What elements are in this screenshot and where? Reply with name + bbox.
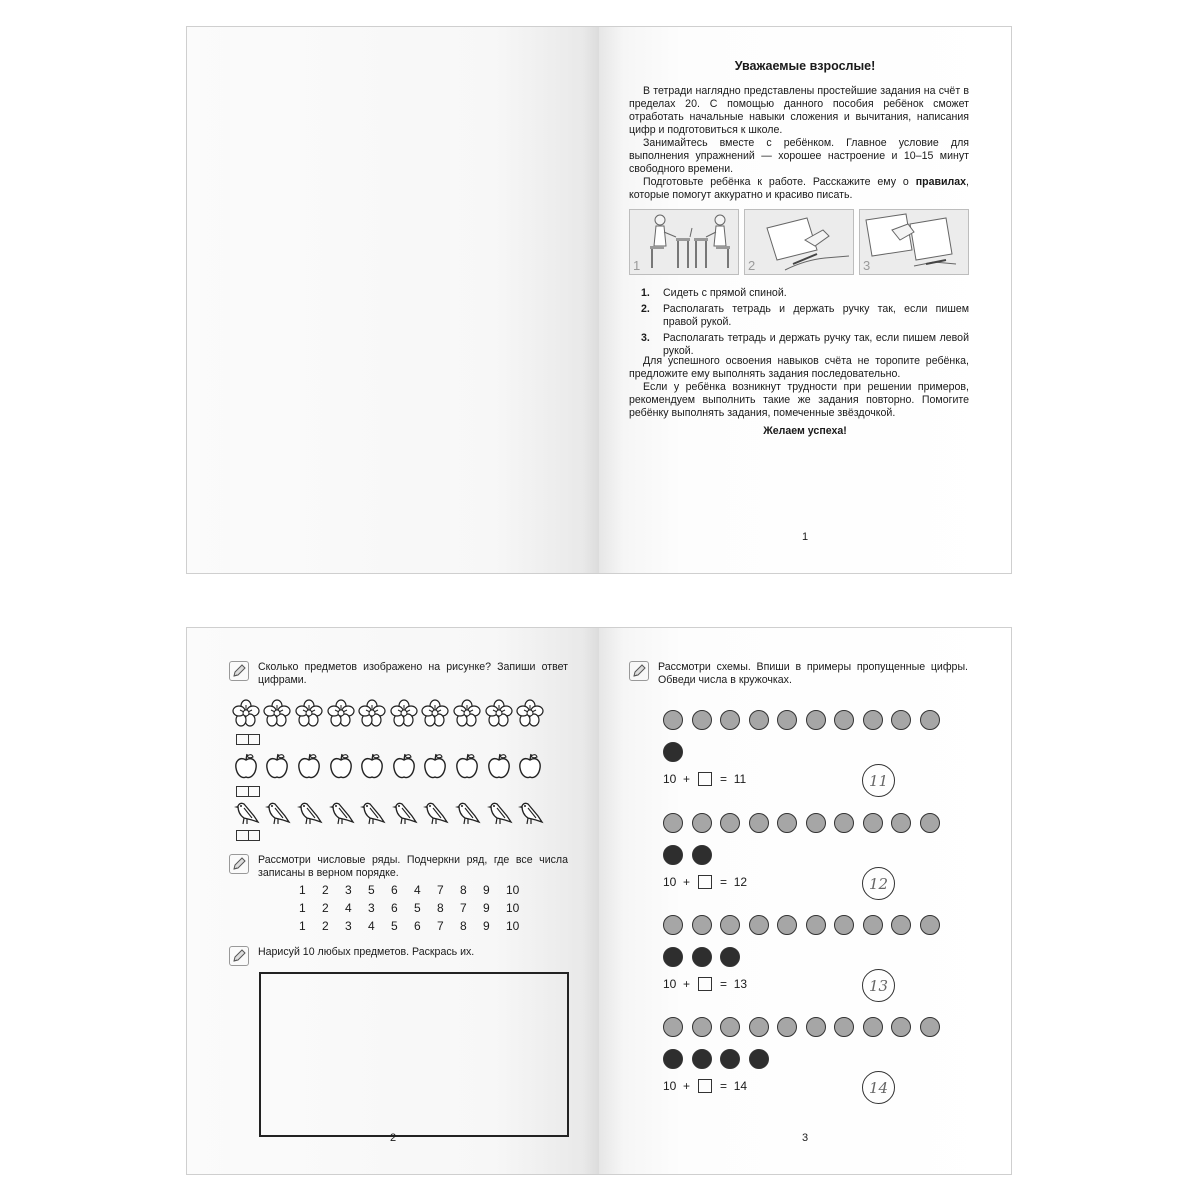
sequence-number: 7 xyxy=(460,901,467,915)
sequence-number: 9 xyxy=(483,901,490,915)
apple-icon xyxy=(389,751,419,781)
circled-number[interactable]: 14 xyxy=(862,1071,895,1104)
grey-dot xyxy=(749,915,769,935)
apple-icon xyxy=(231,751,261,781)
bird-icon xyxy=(484,797,514,827)
flower-icon xyxy=(452,698,482,728)
circled-number[interactable]: 13 xyxy=(862,969,895,1002)
black-dots-row xyxy=(663,1049,769,1069)
sequence-number: 4 xyxy=(345,901,352,915)
black-dot xyxy=(692,947,712,967)
sequence-number: 8 xyxy=(460,883,467,897)
grey-dot xyxy=(692,813,712,833)
text-run: , которые помогут аккуратно и красиво писать. xyxy=(629,176,969,201)
bird-row xyxy=(231,797,545,827)
sum: 13 xyxy=(733,977,748,991)
sequence-number: 5 xyxy=(391,919,398,933)
pencil-icon xyxy=(229,946,249,966)
blank-page xyxy=(187,27,599,573)
apple-icon xyxy=(452,751,482,781)
equation xyxy=(663,875,747,889)
picture-sitting xyxy=(629,209,739,275)
posture-pictures xyxy=(629,209,969,277)
task-text: Нарисуй 10 любых предметов. Раскрась их. xyxy=(258,946,475,958)
black-dot xyxy=(749,1049,769,1069)
sequence-number: 8 xyxy=(460,919,467,933)
rule-number: 1. xyxy=(641,287,650,299)
black-dot xyxy=(663,1049,683,1069)
grey-dot xyxy=(920,710,940,730)
right-hand-writing-illustration xyxy=(745,210,853,274)
left-hand-writing-illustration xyxy=(860,210,968,274)
rule-text: Сидеть с прямой спиной. xyxy=(663,287,787,299)
task-text: Сколько предметов изображено на рисунке? Запиши ответ цифрами. xyxy=(258,661,568,686)
grey-dot xyxy=(777,813,797,833)
apple-icon xyxy=(263,751,293,781)
equation xyxy=(663,977,747,991)
equals-sign: = xyxy=(720,1079,728,1093)
grey-dot xyxy=(863,915,883,935)
sequence-number: 4 xyxy=(414,883,421,897)
picture-number: 1 xyxy=(633,258,641,273)
flower-icon xyxy=(294,698,324,728)
grey-dot xyxy=(720,813,740,833)
rules-list xyxy=(641,287,969,361)
picture-right-hand xyxy=(744,209,854,275)
page-2 xyxy=(187,628,599,1174)
rule-number: 2. xyxy=(641,303,650,315)
grey-dot xyxy=(920,915,940,935)
sequence-number: 10 xyxy=(506,883,520,897)
black-dot xyxy=(663,845,683,865)
pencil-icon xyxy=(629,661,649,681)
grey-dot xyxy=(834,710,854,730)
bold-text: правилах xyxy=(915,176,967,188)
pencil-icon xyxy=(229,854,249,874)
paragraph: В тетради наглядно представлены простейшие задания на счёт в пределах 20. С помощью данного пособия ребёнок сможет отработать начальные навыки сложения и вычитания, написания цифр и подготовиться к школе. xyxy=(629,85,969,136)
paragraph: Занимайтесь вместе с ребёнком. Главное условие для выполнения упражнений — хорошее настроение и 10–15 минут свободного времени. xyxy=(629,137,969,175)
picture-left-hand xyxy=(859,209,969,275)
sum: 12 xyxy=(733,875,748,889)
flower-icon xyxy=(515,698,545,728)
answer-box[interactable] xyxy=(236,830,260,841)
grey-dot xyxy=(777,710,797,730)
grey-dots-row xyxy=(663,915,940,935)
grey-dot xyxy=(692,915,712,935)
grey-dot xyxy=(749,1017,769,1037)
sequence-number: 10 xyxy=(506,901,520,915)
grey-dot xyxy=(806,1017,826,1037)
apple-icon xyxy=(421,751,451,781)
black-dots-row xyxy=(663,742,683,762)
bird-icon xyxy=(421,797,451,827)
grey-dot xyxy=(663,813,683,833)
apple-row xyxy=(231,751,545,781)
black-dot xyxy=(692,845,712,865)
rule-number: 3. xyxy=(641,332,650,344)
grey-dot xyxy=(863,1017,883,1037)
grey-dot xyxy=(777,1017,797,1037)
sequence-number: 2 xyxy=(322,883,329,897)
grey-dot xyxy=(891,915,911,935)
sequence-number: 1 xyxy=(299,919,306,933)
circled-number[interactable]: 12 xyxy=(862,867,895,900)
addend: 10 xyxy=(663,1079,677,1093)
grey-dot xyxy=(720,1017,740,1037)
grey-dot xyxy=(920,1017,940,1037)
black-dot xyxy=(663,742,683,762)
number-sequence[interactable] xyxy=(299,901,529,919)
sequence-number: 6 xyxy=(391,883,398,897)
rule-text: Располагать тетрадь и держать ручку так, если пишем левой рукой. xyxy=(663,332,969,357)
grey-dot xyxy=(720,710,740,730)
grey-dots-row xyxy=(663,1017,940,1037)
intro-text xyxy=(629,85,969,202)
sequence-number: 9 xyxy=(483,919,490,933)
grey-dot xyxy=(834,915,854,935)
grey-dot xyxy=(806,915,826,935)
addend: 10 xyxy=(663,772,677,786)
addend: 10 xyxy=(663,977,677,991)
sequence-number: 5 xyxy=(368,883,375,897)
black-dots-row xyxy=(663,947,740,967)
bird-icon xyxy=(231,797,261,827)
sequence-number: 10 xyxy=(506,919,520,933)
apple-icon xyxy=(484,751,514,781)
task-number-rows xyxy=(229,854,568,880)
bird-icon xyxy=(357,797,387,827)
grey-dot xyxy=(663,1017,683,1037)
black-dot xyxy=(692,1049,712,1069)
picture-number: 2 xyxy=(748,258,756,273)
list-item xyxy=(641,303,969,329)
equals-sign: = xyxy=(720,875,728,889)
task-draw xyxy=(229,946,568,966)
flower-icon xyxy=(484,698,514,728)
sequence-number: 2 xyxy=(322,901,329,915)
sequence-number: 3 xyxy=(345,919,352,933)
answer-box[interactable] xyxy=(236,786,260,797)
grey-dot xyxy=(663,710,683,730)
apple-icon xyxy=(326,751,356,781)
grey-dot xyxy=(720,915,740,935)
grey-dot xyxy=(863,813,883,833)
sitting-children-illustration xyxy=(630,210,738,274)
page-number: 1 xyxy=(801,531,809,543)
page-number: 2 xyxy=(389,1132,397,1144)
list-item xyxy=(641,287,969,300)
number-sequence[interactable] xyxy=(299,919,529,937)
grey-dot xyxy=(834,1017,854,1037)
flower-icon xyxy=(357,698,387,728)
black-dot xyxy=(720,947,740,967)
grey-dots-row xyxy=(663,813,940,833)
black-dot xyxy=(663,947,683,967)
paragraph: Если у ребёнка возникнут трудности при решении примеров, рекомендуем выполнить такие же задания повторно. Помогите ребёнку выполнять задания, помеченные звёздочкой. xyxy=(629,381,969,419)
paragraph: Для успешного освоения навыков счёта не торопите ребёнка, предложите ему выполнять задания последовательно. xyxy=(629,355,969,380)
grey-dot xyxy=(663,915,683,935)
grey-dot xyxy=(891,710,911,730)
sequence-number: 7 xyxy=(437,883,444,897)
apple-icon xyxy=(294,751,324,781)
black-dots-row xyxy=(663,845,712,865)
bird-icon xyxy=(326,797,356,827)
equals-sign: = xyxy=(720,977,728,991)
rule-text: Располагать тетрадь и держать ручку так, если пишем правой рукой. xyxy=(663,303,969,328)
flower-icon xyxy=(389,698,419,728)
plus-sign: + xyxy=(683,977,691,991)
black-dot xyxy=(720,1049,740,1069)
bird-icon xyxy=(515,797,545,827)
grey-dot xyxy=(749,813,769,833)
grey-dot xyxy=(806,813,826,833)
answer-box[interactable] xyxy=(236,734,260,745)
sequence-number: 6 xyxy=(391,901,398,915)
page-title: Уважаемые взрослые! xyxy=(734,59,876,73)
task-text: Рассмотри числовые ряды. Подчеркни ряд, где все числа записаны в верном порядке. xyxy=(258,854,568,879)
task-text: Рассмотри схемы. Впиши в примеры пропущенные цифры. Обведи числа в кружочках. xyxy=(658,661,968,686)
task-count-items xyxy=(229,661,568,687)
number-sequence[interactable] xyxy=(299,883,529,901)
advice-text xyxy=(629,355,969,420)
sequence-number: 1 xyxy=(299,901,306,915)
picture-number: 3 xyxy=(863,258,871,273)
grey-dot xyxy=(806,710,826,730)
grey-dot xyxy=(920,813,940,833)
missing-digit-box[interactable] xyxy=(698,977,712,991)
plus-sign: + xyxy=(683,875,691,889)
bird-icon xyxy=(294,797,324,827)
sequence-number: 1 xyxy=(299,883,306,897)
spread-bottom xyxy=(186,627,1012,1175)
task-schemes xyxy=(629,661,968,687)
equation xyxy=(663,772,746,786)
flower-icon xyxy=(421,698,451,728)
flower-icon xyxy=(231,698,261,728)
closing-wish: Желаем успеха! xyxy=(763,425,847,437)
sequence-number: 7 xyxy=(437,919,444,933)
missing-digit-box[interactable] xyxy=(698,772,712,786)
text-run: Подготовьте ребёнка к работе. Расскажите ему о xyxy=(643,176,916,188)
sequence-number: 2 xyxy=(322,919,329,933)
page-number: 3 xyxy=(801,1132,809,1144)
flower-icon xyxy=(263,698,293,728)
grey-dot xyxy=(692,1017,712,1037)
equals-sign: = xyxy=(720,772,728,786)
bird-icon xyxy=(452,797,482,827)
flower-row xyxy=(231,698,545,728)
plus-sign: + xyxy=(683,772,691,786)
sequence-number: 5 xyxy=(414,901,421,915)
bird-icon xyxy=(263,797,293,827)
paragraph xyxy=(629,176,969,202)
pencil-icon xyxy=(229,661,249,681)
grey-dots-row xyxy=(663,710,940,730)
grey-dot xyxy=(891,813,911,833)
sequence-number: 4 xyxy=(368,919,375,933)
grey-dot xyxy=(777,915,797,935)
apple-icon xyxy=(515,751,545,781)
sequence-number: 3 xyxy=(368,901,375,915)
grey-dot xyxy=(749,710,769,730)
sequence-number: 8 xyxy=(437,901,444,915)
missing-digit-box[interactable] xyxy=(698,875,712,889)
sequence-number: 3 xyxy=(345,883,352,897)
drawing-area[interactable] xyxy=(259,972,569,1137)
flower-icon xyxy=(326,698,356,728)
spread-top xyxy=(186,26,1012,574)
grey-dot xyxy=(692,710,712,730)
sum: 11 xyxy=(733,772,747,786)
circled-number[interactable]: 11 xyxy=(862,764,895,797)
addend: 10 xyxy=(663,875,677,889)
missing-digit-box[interactable] xyxy=(698,1079,712,1093)
apple-icon xyxy=(357,751,387,781)
sum: 14 xyxy=(733,1079,748,1093)
plus-sign: + xyxy=(683,1079,691,1093)
sequence-number: 9 xyxy=(483,883,490,897)
grey-dot xyxy=(863,710,883,730)
number-sequences xyxy=(299,883,529,937)
page-3 xyxy=(599,628,1011,1174)
grey-dot xyxy=(891,1017,911,1037)
bird-icon xyxy=(389,797,419,827)
sequence-number: 6 xyxy=(414,919,421,933)
page-1 xyxy=(599,27,1011,573)
equation xyxy=(663,1079,747,1093)
grey-dot xyxy=(834,813,854,833)
